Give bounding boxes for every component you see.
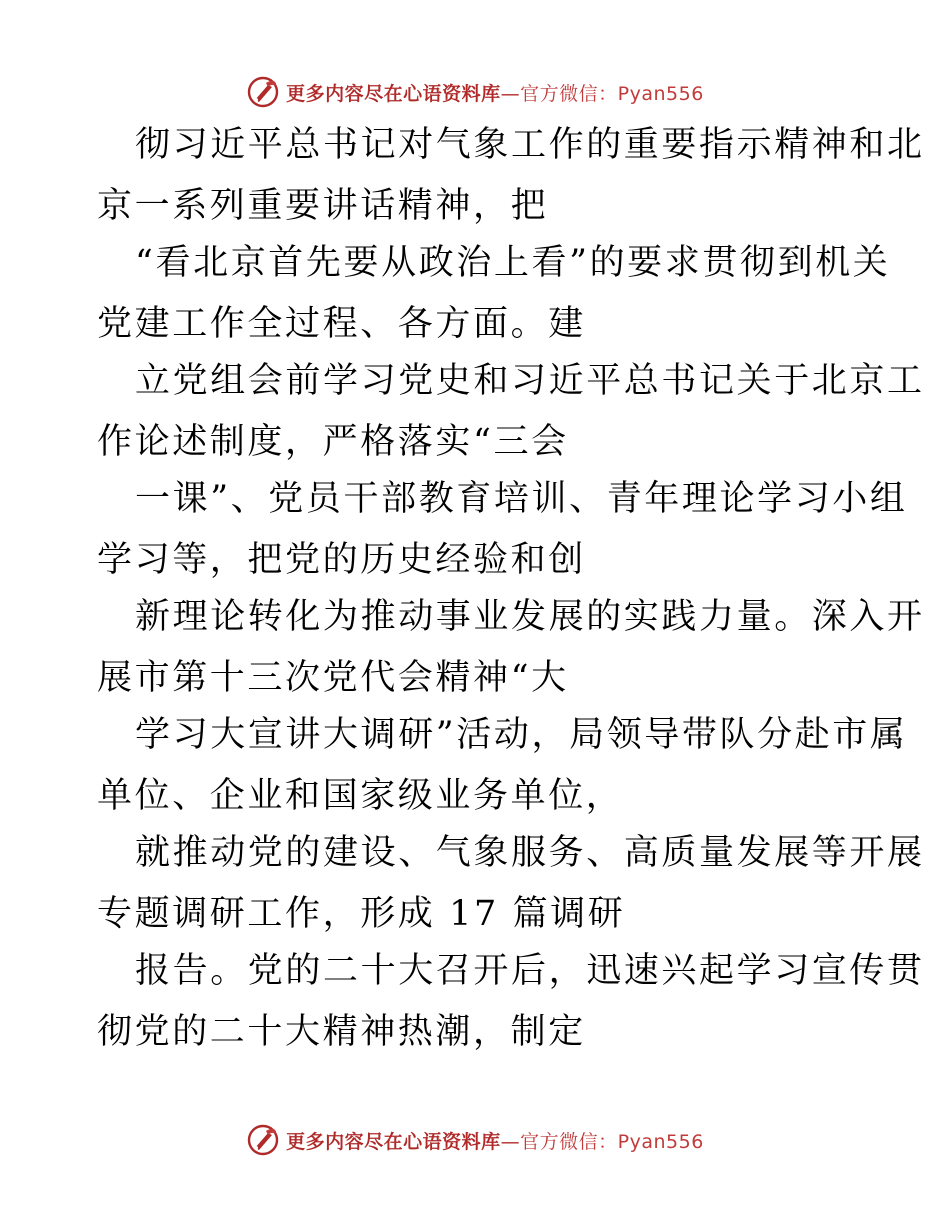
paragraph-line-2: 京一系列重要讲话精神，把	[97, 186, 549, 226]
paragraph-line-12: 单位、企业和国家级业务单位，	[97, 776, 624, 816]
banner-wechat-text: 官方微信：Pyan556	[520, 1130, 704, 1153]
paragraph-line-5: 立党组会前学习党史和习近平总书记关于北京工	[135, 361, 925, 401]
paragraph-line-11: 学习大宣讲大调研”活动，局领导带队分赴市属	[135, 715, 908, 755]
paragraph-line-3: “看北京首先要从政治上看”的要求贯彻到机关	[135, 243, 891, 283]
paragraph-line-4: 党建工作全过程、各方面。建	[97, 304, 586, 344]
paragraph-line-6: 作论述制度，严格落实“三会	[97, 422, 569, 462]
paragraph-line-8: 学习等，把党的历史经验和创	[97, 540, 586, 580]
quill-pen-logo-icon	[246, 75, 280, 109]
banner-text	[286, 79, 704, 106]
paragraph-line-15: 报告。党的二十大召开后，迅速兴起学习宣传贯	[135, 951, 925, 991]
paragraph-line-10: 展市第十三次党代会精神“大	[97, 658, 569, 698]
footer-watermark-banner	[0, 1118, 950, 1162]
paragraph-line-7: 一课”、党员干部教育培训、青年理论学习小组	[135, 479, 908, 519]
paragraph-line-16: 彻党的二十大精神热潮，制定	[97, 1012, 586, 1052]
paragraph-line-14: 专题调研工作，形成 17 篇调研	[97, 894, 626, 934]
paragraph-line-9: 新理论转化为推动事业发展的实践力量。深入开	[135, 597, 925, 637]
banner-main-text: 更多内容尽在心语资料库	[286, 1130, 501, 1153]
banner-separator: —	[500, 1130, 521, 1153]
banner-text	[286, 1127, 704, 1154]
paragraph-line-13: 就推动党的建设、气象服务、高质量发展等开展	[135, 833, 925, 873]
header-watermark-banner	[0, 70, 950, 114]
banner-separator: —	[500, 82, 521, 105]
banner-wechat-text: 官方微信：Pyan556	[520, 82, 704, 105]
paragraph-line-1: 彻习近平总书记对气象工作的重要指示精神和北	[135, 125, 925, 165]
banner-main-text: 更多内容尽在心语资料库	[286, 82, 501, 105]
quill-pen-logo-icon	[246, 1123, 280, 1157]
